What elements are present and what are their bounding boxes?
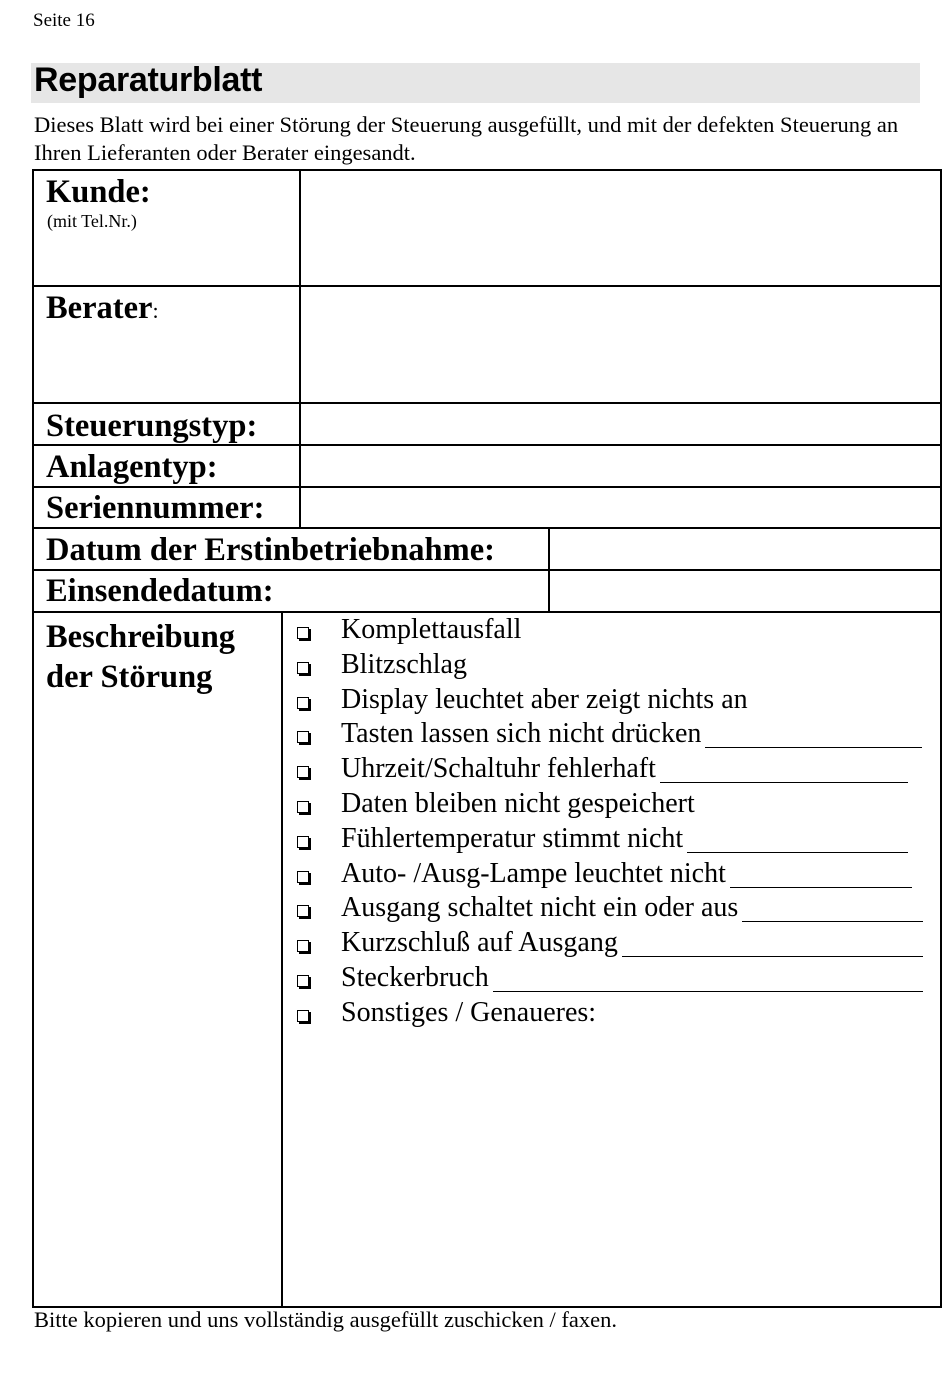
- fault-label: Blitzschlag: [341, 648, 467, 680]
- page-title: Reparaturblatt: [34, 61, 263, 99]
- checkbox[interactable]: [297, 697, 309, 709]
- label-kunde-sub: (mit Tel.Nr.): [47, 211, 137, 231]
- label-seriennummer: Seriennummer:: [46, 490, 265, 526]
- datum-erstinbetriebnahme-field[interactable]: [550, 529, 940, 569]
- label-datum-erstinbetriebnahme: Datum der Erstinbetriebnahme:: [46, 532, 495, 568]
- fault-label: Daten bleiben nicht gespeichert: [341, 787, 695, 819]
- checkbox[interactable]: [297, 766, 309, 778]
- berater-field[interactable]: [300, 287, 940, 402]
- einsendedatum-field[interactable]: [550, 571, 940, 611]
- checkbox[interactable]: [297, 905, 309, 917]
- checkbox[interactable]: [297, 627, 309, 639]
- fault-item: [297, 892, 937, 927]
- steuerungstyp-field[interactable]: [300, 404, 940, 444]
- label-beschreibung: [46, 617, 235, 697]
- checkbox[interactable]: [297, 871, 309, 883]
- fill-in-line[interactable]: [730, 861, 912, 888]
- fault-item: [297, 718, 937, 753]
- fault-label: Fühlertemperatur stimmt nicht: [341, 822, 684, 854]
- fault-label: Steckerbruch: [341, 961, 489, 993]
- label-anlagentyp: Anlagentyp:: [46, 449, 218, 485]
- kunde-field[interactable]: [300, 171, 940, 285]
- fault-item: [297, 858, 937, 893]
- fault-item: [297, 962, 937, 997]
- fault-label: Display leuchtet aber zeigt nichts an: [341, 683, 748, 715]
- label-berater-colon: :: [152, 298, 159, 323]
- fault-item: [297, 997, 937, 1032]
- checkbox[interactable]: [297, 975, 309, 987]
- checkbox[interactable]: [297, 1010, 309, 1022]
- fill-in-line[interactable]: [742, 895, 923, 922]
- fault-item: [297, 823, 937, 858]
- fault-item: [297, 753, 937, 788]
- label-berater-wrap: [46, 290, 159, 329]
- checkbox[interactable]: [297, 662, 309, 674]
- table-border-right: [940, 169, 942, 1308]
- checkbox[interactable]: [297, 836, 309, 848]
- label-beschreibung-line1: Beschreibung: [46, 619, 236, 655]
- fill-in-line[interactable]: [687, 826, 908, 853]
- fault-label: Komplettausfall: [341, 614, 522, 645]
- fill-in-line[interactable]: [622, 930, 923, 957]
- fault-item: [297, 788, 937, 823]
- checkbox[interactable]: [297, 731, 309, 743]
- column-divider: [281, 611, 283, 1308]
- intro-text: Dieses Blatt wird bei einer Störung der Steuerung ausgefüllt, und mit der defekten Steuerung an Ihren Lieferanten oder Berater eingesandt.: [34, 112, 899, 165]
- row-divider: [32, 611, 942, 613]
- fault-item: [297, 614, 937, 649]
- fill-in-line[interactable]: [705, 721, 922, 748]
- anlagentyp-field[interactable]: [300, 446, 940, 486]
- seriennummer-field[interactable]: [300, 488, 940, 527]
- label-steuerungstyp: Steuerungstyp:: [46, 408, 258, 444]
- label-kunde: Kunde:: [46, 174, 151, 210]
- footer-note: Bitte kopieren und uns vollständig ausgefüllt zuschicken / faxen.: [34, 1307, 617, 1332]
- fault-item: [297, 684, 937, 719]
- checkbox[interactable]: [297, 801, 309, 813]
- page-number: Seite 16: [33, 10, 95, 31]
- fill-in-line[interactable]: [660, 756, 908, 783]
- label-berater: Berater: [46, 290, 153, 326]
- fault-label: Sonstiges / Genaueres:: [341, 996, 597, 1028]
- table-border-left: [32, 169, 34, 1308]
- fault-label: Ausgang schaltet nicht ein oder aus: [341, 892, 739, 924]
- checkbox[interactable]: [297, 940, 309, 952]
- fault-label: Auto- /Ausg-Lampe leuchtet nicht: [341, 857, 726, 889]
- fault-item: [297, 927, 937, 962]
- fill-in-line[interactable]: [493, 965, 923, 992]
- label-einsendedatum: Einsendedatum:: [46, 573, 274, 609]
- fault-label: Kurzschluß auf Ausgang: [341, 927, 618, 959]
- fault-label: Uhrzeit/Schaltuhr fehlerhaft: [341, 753, 656, 785]
- label-beschreibung-line2: der Störung: [46, 659, 213, 695]
- fault-label: Tasten lassen sich nicht drücken: [341, 718, 702, 750]
- fault-item: [297, 649, 937, 684]
- fault-checklist: [297, 614, 937, 1032]
